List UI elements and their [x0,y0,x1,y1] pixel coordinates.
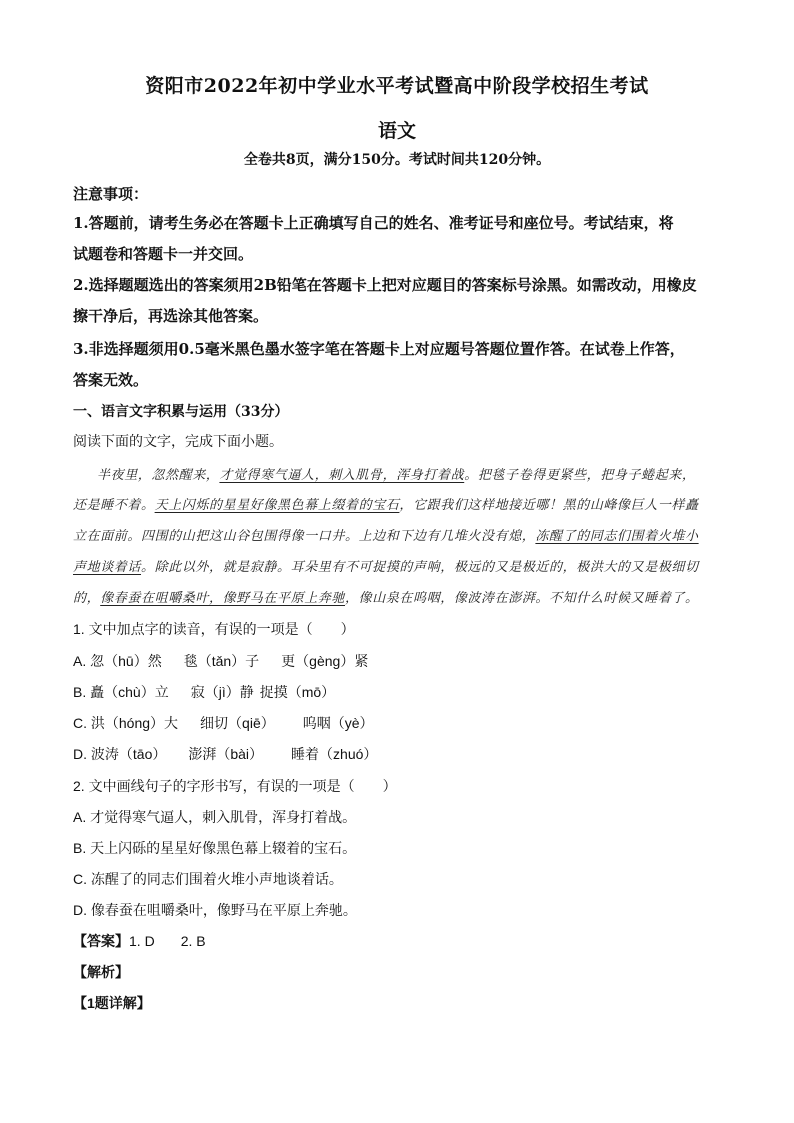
question-1-option-d: D. 波涛（tāo） 澎湃（bài） 睡着（zhuó） [73,746,378,762]
analysis-label: 【解析】 [73,964,129,980]
answer-1: 1. D [129,933,155,949]
underlined-sentence-3: 冻醒了的同志们围着火堆小 [535,529,699,544]
notice-item-1-line-1: 1.答题前，请考生务必在答题卡上正确填写自己的姓名、准考证号和座位号。考试结束，将 [73,214,674,232]
notice-item-2-line-1: 2.选择题题选出的答案须用2B铅笔在答题卡上把对应题目的答案标号涂黑。如需改动，用橡皮 [73,276,697,294]
question-2-stem: 2. 文中画线句子的字形书写，有误的一项是（ ） [73,778,397,794]
underlined-sentence-4: 像春蚕在咀嚼桑叶，像野马在平原上奔驰 [100,591,346,606]
question-1-option-a: A. 忽（hū）然 毯（tǎn）子 更（gèng）紧 [73,653,369,669]
answer-2: 2. B [180,933,206,949]
passage-line: 半夜里，忽然醒来，才觉得寒气逼人，刺入肌骨，浑身打着战。把毯子卷得更紧些，把身子蜷起来， [97,468,696,483]
section-1-heading: 一、语言文字积累与运用（33分） [73,404,289,420]
reading-instruction: 阅读下面的文字，完成下面小题。 [73,433,283,449]
score-info: 全卷共8页，满分150分。考试时间共120分钟。 [243,152,551,168]
question-2-option-b: B. 天上闪砾的星星好像黑色幕上辍着的宝石。 [73,840,357,856]
passage-line: 还是睡不着。天上闪烁的星星好像黑色幕上缀着的宝石，它跟我们这样地接近哪！黑的山峰像巨人一样矗 [73,498,699,513]
notice-item-3-line-2: 答案无效。 [73,371,149,389]
passage-line: 声地谈着话。除此以外，就是寂静。耳朵里有不可捉摸的声响，极远的又是极近的，极洪大的又是极细切 [73,560,699,575]
answer-label: 【答案】 [73,933,129,949]
question-1-detail-label: 【1题详解】 [73,995,151,1011]
question-2-option-d: D. 像春蚕在咀嚼桑叶，像野马在平原上奔驰。 [73,902,357,918]
notice-heading: 注意事项： [73,185,149,203]
exam-title: 资阳市2022年初中学业水平考试暨高中阶段学校招生考试 [145,75,649,97]
question-1-option-c: C. 洪（hóng）大 细切（qiē） 呜咽（yè） [73,715,374,731]
underlined-sentence-3-end: 声地谈着话 [73,560,142,575]
question-1-stem: 1. 文中加点字的读音，有误的一项是（ ） [73,621,355,637]
subject-title: 语文 [377,120,416,142]
question-1-option-b: B. 矗（chù）立 寂（jì）静 捉摸（mō） [73,684,336,700]
question-2-option-a: A. 才觉得寒气逼人，刺入肌骨，浑身打着战。 [73,809,357,825]
answer-line [73,931,733,951]
question-2-option-c: C. 冻醒了的同志们围着火堆小声地谈着话。 [73,871,343,887]
underlined-sentence-1: 才觉得寒气逼人，刺入肌骨，浑身打着战 [219,468,465,483]
passage-line: 的，像春蚕在咀嚼桑叶，像野马在平原上奔驰，像山泉在呜咽，像波涛在澎湃。不知什么时候又睡着了。 [73,591,699,606]
notice-item-1-line-2: 试题卷和答题卡一并交回。 [73,245,254,263]
notice-item-2-line-2: 擦干净后，再选涂其他答案。 [73,307,269,325]
passage-line: 立在面前。四围的山把这山谷包围得像一口井。上边和下边有几堆火没有熄，冻醒了的同志们围着火堆小 [73,529,699,544]
underlined-sentence-2: 天上闪烁的星星好像黑色幕上缀着的宝石 [154,498,400,513]
notice-item-3-line-1: 3.非选择题须用0.5毫米黑色墨水签字笔在答题卡上对应题号答题位置作答。在试卷上作答， [73,340,685,358]
